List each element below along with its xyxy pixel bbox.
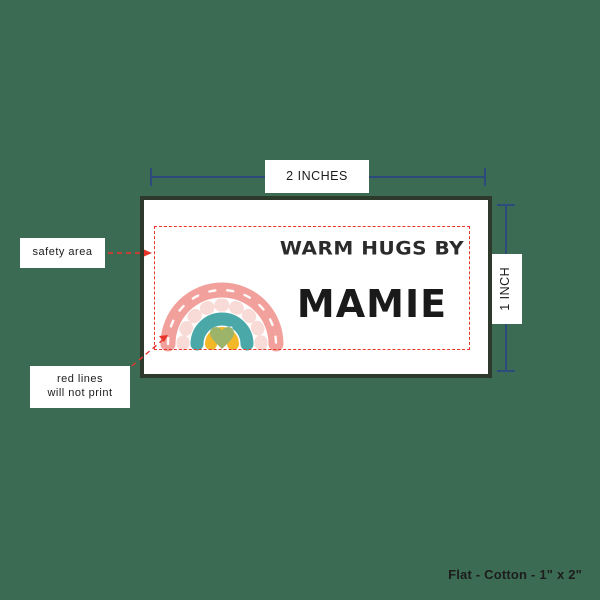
height-dimension-label-text: 1 INCH bbox=[497, 267, 512, 311]
height-dimension-cap-top bbox=[497, 204, 515, 206]
safety-area-callout: safety area bbox=[20, 238, 105, 268]
width-dimension-cap-right bbox=[484, 168, 486, 186]
label-brand-text: WARM HUGS BY bbox=[279, 236, 465, 260]
label-name-text: MAMIE bbox=[296, 282, 448, 326]
height-dimension-cap-bottom bbox=[497, 370, 515, 372]
safety-area-outline bbox=[154, 226, 470, 350]
red-lines-callout bbox=[30, 366, 130, 408]
red-lines-callout-line2: will not print bbox=[47, 387, 113, 399]
width-dimension-cap-left bbox=[150, 168, 152, 186]
product-caption: Flat - Cotton - 1" x 2" bbox=[448, 567, 582, 582]
width-dimension-label: 2 INCHES bbox=[265, 160, 369, 193]
height-dimension-label bbox=[489, 254, 522, 324]
red-lines-callout-line1: red lines bbox=[56, 373, 104, 386]
